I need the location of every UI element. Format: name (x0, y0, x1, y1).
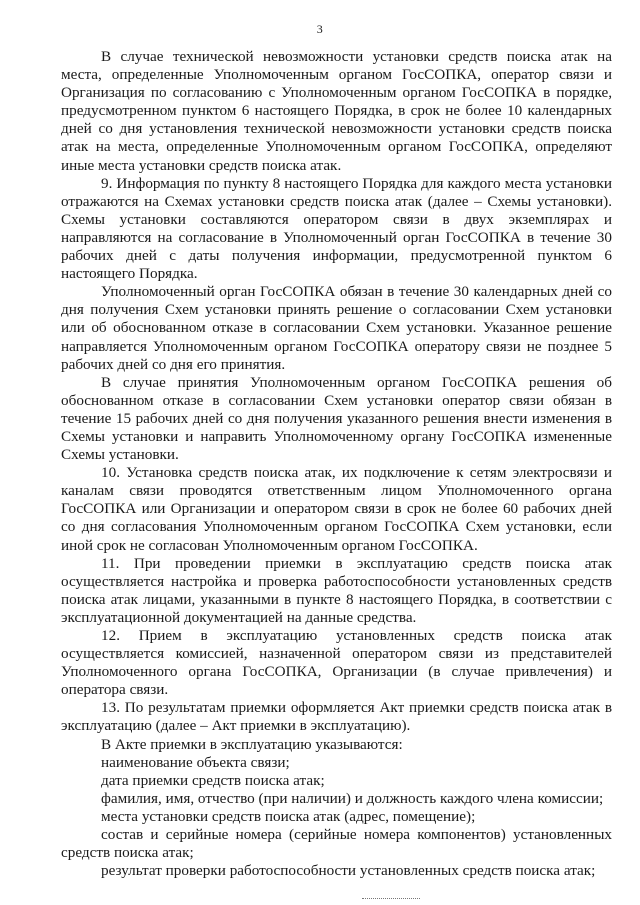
paragraph-item-11: 11. При проведении приемки в эксплуатацию средств поиска атак осуществляется настройка и проверка работоспособности установленных средств поиска атак лицами, указанными в пункте 8 настоящего Порядка, в соответствии с эксплуатационной документацией на данные средства. (61, 554, 612, 626)
paragraph-item-12: 12. Прием в эксплуатацию установленных средств поиска атак осуществляется комиссией, назначенной оператором связи из представителей Уполномоченного органа ГосСОПКА, Организации (в случае привлечения) и оператора связи. (61, 627, 612, 699)
list-item-check-result: результат проверки работоспособности установленных средств поиска атак; (101, 862, 596, 880)
paragraph-refusal-changes: В случае принятия Уполномоченным органом ГосСОПКА решения об обоснованном отказе в согласовании Схем установки оператор связи обязан в течение 15 рабочих дней со дня получения указанного решения внести изменения в Схемы установки и направить Уполномоченному органу ГосСОПКА измененные Схемы установки. (61, 373, 612, 464)
paragraph-item-9: 9. Информация по пункту 8 настоящего Порядка для каждого места установки отражаются на Схемах установки средств поиска атак (далее – Схемы установки). Схемы установки составляются оператором связи в двух экземплярах и направляются на согласование в Уполномоченный орган ГосСОПКА в течение 30 рабочих дней с даты получения информации, предусмотренной пунктом 6 настоящего Порядка. (61, 174, 612, 283)
paragraph-item-10: 10. Установка средств поиска атак, их подключение к сетям электросвязи и каналам связи проводятся ответственным лицом Уполномоченного органа ГосСОПКА или Организации и оператором связи в срок не более 60 рабочих дней со дня согласования Уполномоченным органом ГосСОПКА Схем установки, если иной срок не согласован Уполномоченным органом ГосСОПКА. (61, 464, 612, 554)
paragraph-technical-impossibility: В случае технической невозможности установки средств поиска атак на места, определенные Уполномоченным органом ГосСОПКА, оператор связи и Организация по согласованию с Уполномоченным органом ГосСОПКА в порядке, предусмотренном пунктом 6 настоящего Порядка, в срок не более 10 календарных дней со дня установления технической невозможности установки средств поиска атак на места, определенные Уполномоченным органом ГосСОПКА, определяют иные места установки средств поиска атак. (61, 48, 612, 174)
paragraph-act-contents-intro: В Акте приемки в эксплуатацию указываются: (101, 735, 403, 753)
list-item-acceptance-date: дата приемки средств поиска атак; (101, 771, 325, 789)
list-item-serial-numbers: состав и серийные номера (серийные номера компонентов) установленных средств поиска атак; (61, 826, 612, 862)
scan-edge-mark (362, 898, 420, 900)
paragraph-item-13: 13. По результатам приемки оформляется Акт приемки средств поиска атак в эксплуатацию (далее – Акт приемки в эксплуатацию). (61, 699, 612, 735)
list-item-commission-members: фамилия, имя, отчество (при наличии) и должность каждого члена комиссии; (101, 789, 604, 807)
page-number: 3 (316, 22, 324, 36)
document-body (61, 48, 612, 880)
paragraph-approval-decision: Уполномоченный орган ГосСОПКА обязан в течение 30 календарных дней со дня получения Схем установки принять решение о согласовании Схем установки или об обоснованном отказе в согласовании Схем установки. Указанное решение направляется Уполномоченным органом ГосСОПКА оператору связи не позднее 5 рабочих дней со дня его принятия. (61, 283, 612, 373)
list-item-communication-object: наименование объекта связи; (101, 753, 290, 771)
list-item-installation-places: места установки средств поиска атак (адрес, помещение); (101, 807, 476, 825)
